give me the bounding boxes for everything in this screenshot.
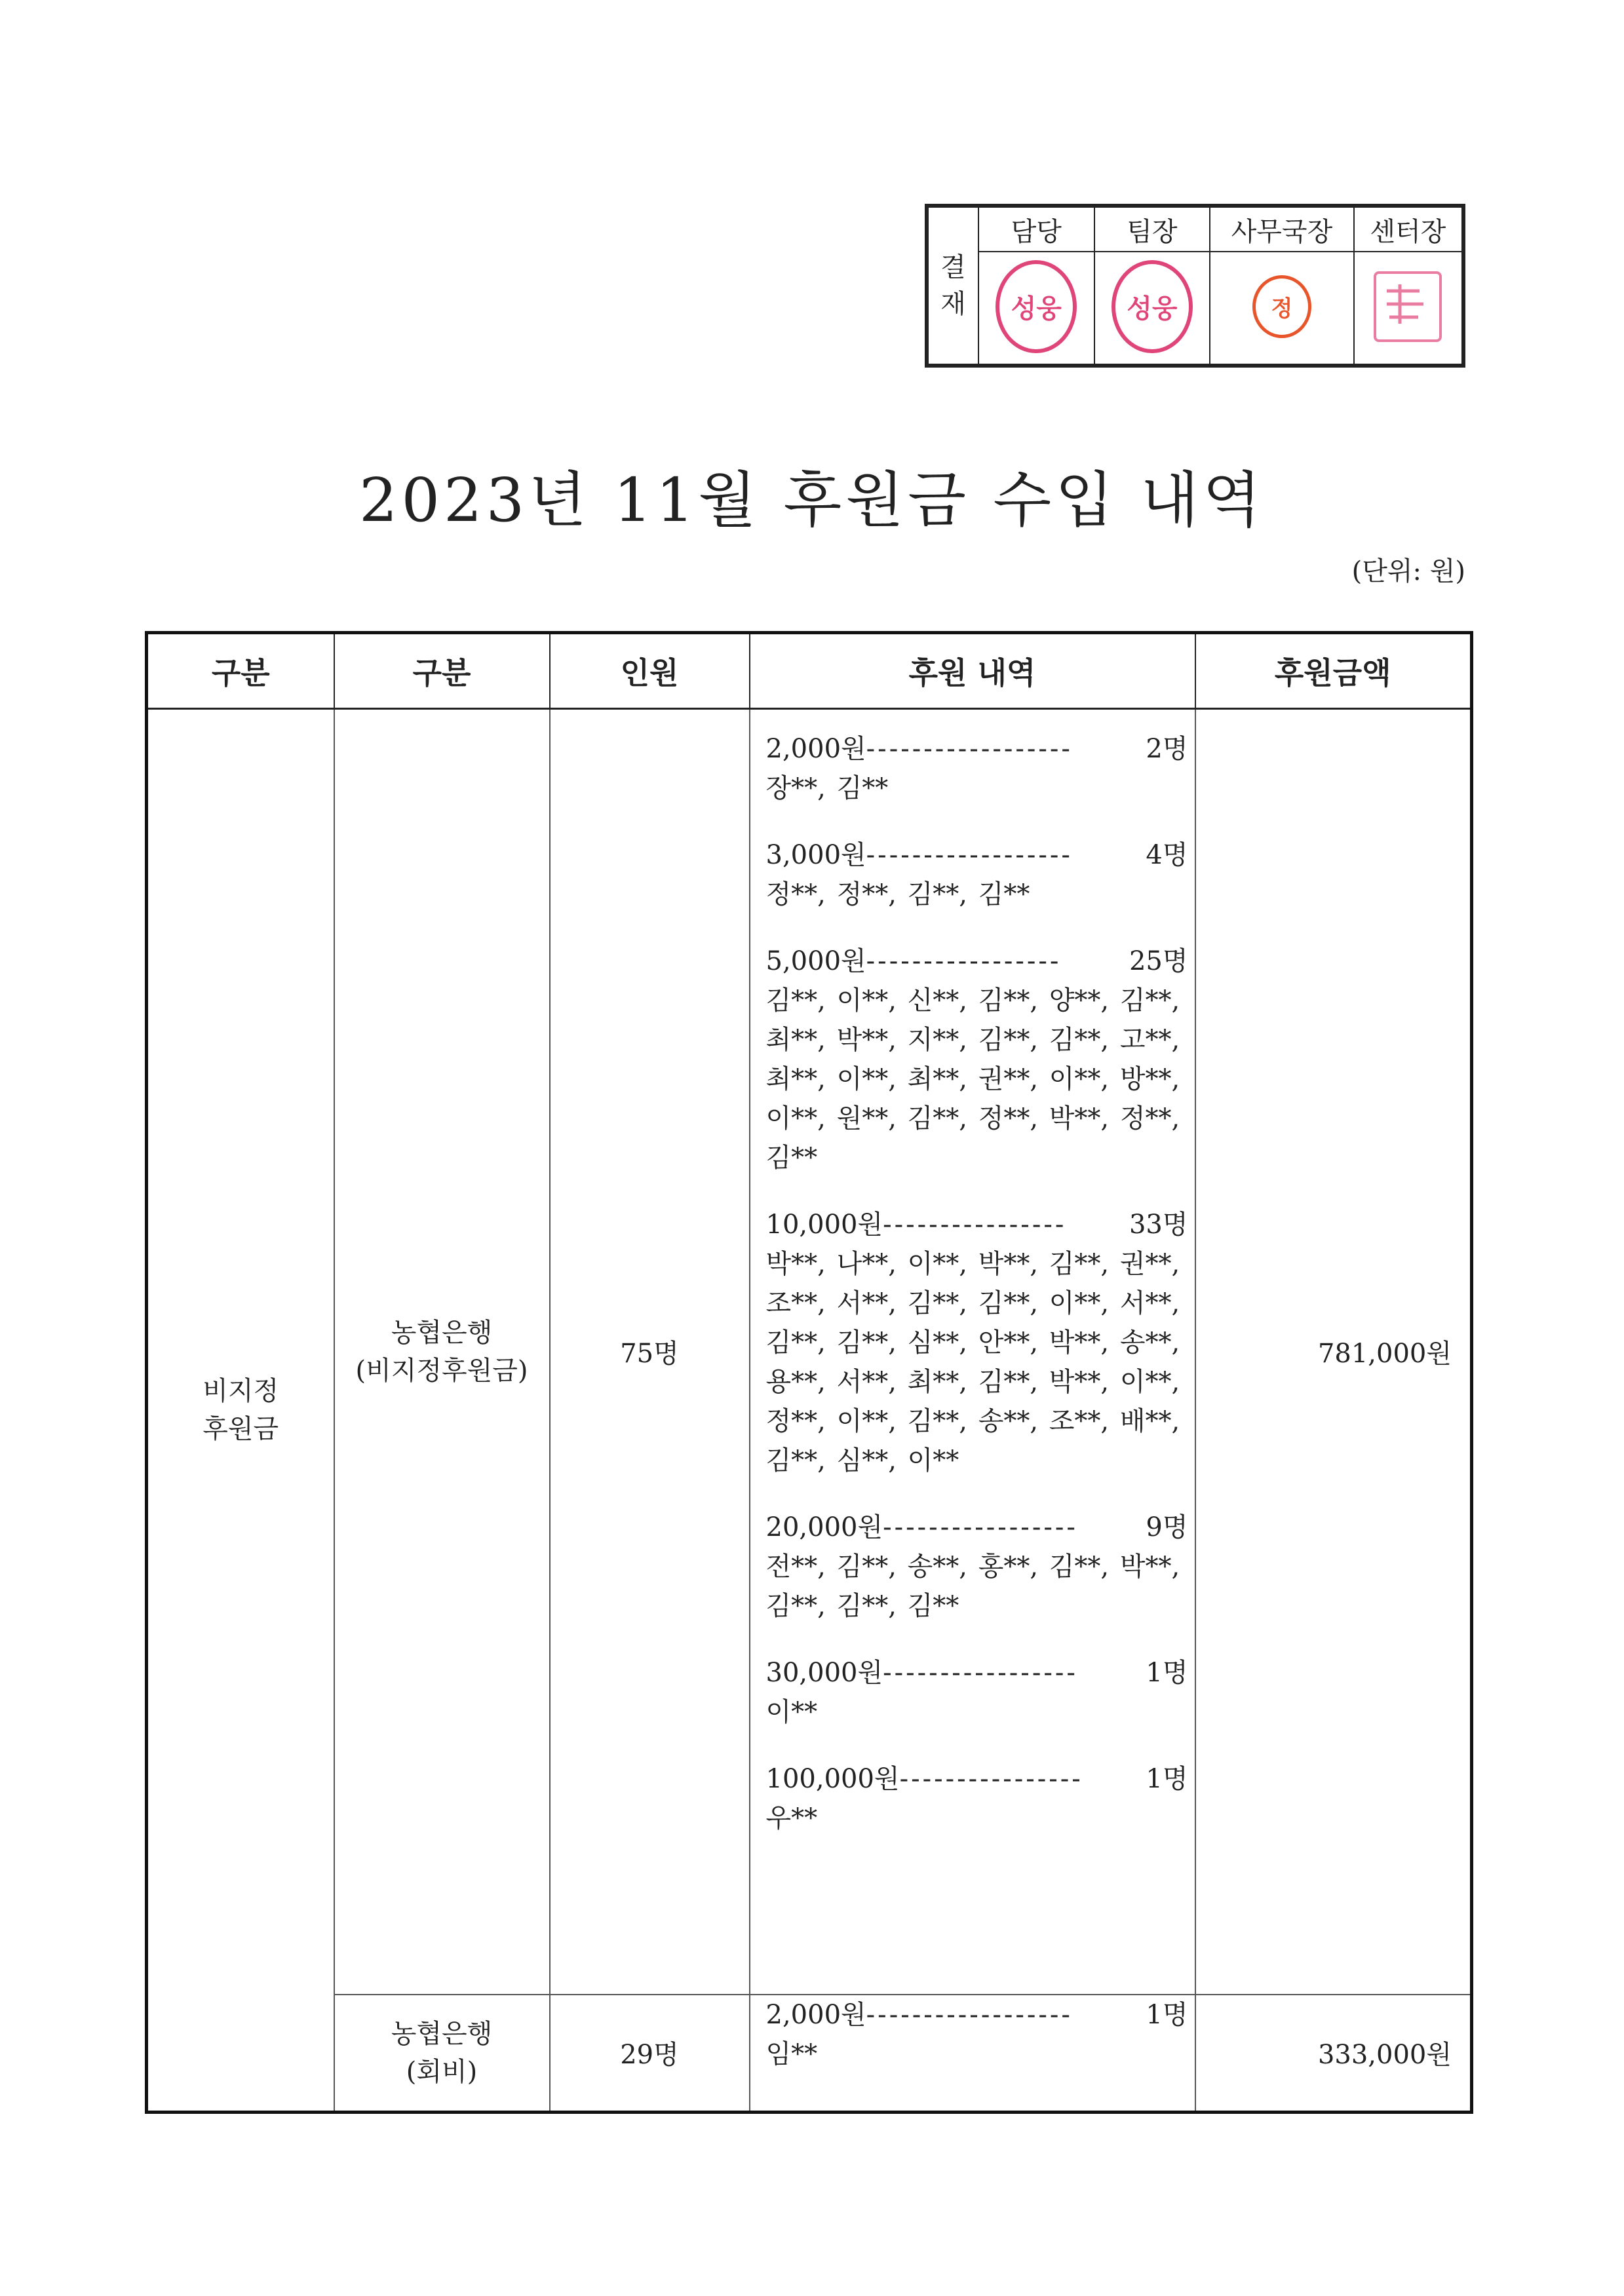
- approval-header-center-director: 센터장: [1354, 207, 1462, 252]
- donation-tier: 5,000원 ----------------- 25명 김**, 이**, 신**, 김**, 양**, 김**, 최**, 박**, 지**, 김**, 김**, 고**, 최**, 이**, 최**, 권**, 이**, 방**, 이**, 원**, 김**, 정**, 박**, 정**, 김**: [766, 942, 1188, 1177]
- seal-stamp-icon: 성웅: [1112, 260, 1193, 353]
- seal-stamp-icon: 정: [1252, 275, 1311, 338]
- details-cell: [750, 709, 1195, 1995]
- donor-names: 장**, 김**: [765, 773, 889, 803]
- donation-tier: 3,000원 ------------------ 4명 정**, 정**, 김**, 김**: [766, 835, 1188, 914]
- amount-cell: 333,000원: [1195, 1995, 1472, 2113]
- count-cell: 75명: [550, 709, 750, 1995]
- donor-names: 박**, 나**, 이**, 박**, 김**, 권**, 조**, 서**, 김**, 김**, 이**, 서**, 김**, 김**, 심**, 안**, 박**, 송**, 용**, 서**, 최**, 김**, 박**, 이**, 정**, 이**, 김**, 송**, 조**, 배**, 김**, 심**, 이**: [765, 1249, 1180, 1476]
- header-amount: 후원금액: [1195, 633, 1472, 709]
- donor-names: 전**, 김**, 송**, 홍**, 김**, 박**, 김**, 김**, 김**: [765, 1552, 1180, 1621]
- unit-label: (단위: 원): [1351, 556, 1465, 586]
- donation-table: [145, 631, 1473, 2114]
- square-seal-stamp-icon: [1374, 271, 1442, 342]
- account-cell: 농협은행 (회비): [334, 1995, 550, 2113]
- count-cell: 29명: [550, 1995, 750, 2113]
- header-category: 구분: [147, 633, 334, 709]
- approval-stamp-cell: [1354, 252, 1462, 364]
- donation-tier: 20,000원 ----------------- 9명 전**, 김**, 송**, 홍**, 김**, 박**, 김**, 김**, 김**: [766, 1508, 1188, 1626]
- header-count: 인원: [550, 633, 750, 709]
- approval-header-secretary-general: 사무국장: [1210, 207, 1353, 252]
- donor-names: 김**, 이**, 신**, 김**, 양**, 김**, 최**, 박**, 지**, 김**, 김**, 고**, 최**, 이**, 최**, 권**, 이**, 방**, 이**, 원**, 김**, 정**, 박**, 정**, 김**: [765, 985, 1180, 1173]
- header-details: 후원 내역: [750, 633, 1195, 709]
- seal-stamp-icon: 성웅: [996, 260, 1077, 353]
- approval-side-label: 결 재: [928, 207, 978, 364]
- account-cell: 농협은행 (비지정후원금): [334, 709, 550, 1995]
- details-cell: [750, 1995, 1195, 2113]
- approval-header-manager: 담당: [978, 207, 1094, 252]
- approval-header-team-leader: 팀장: [1094, 207, 1210, 252]
- donation-tier: 2,000원 ------------------ 1명 임**: [766, 1995, 1188, 2074]
- header-subcategory: 구분: [334, 633, 550, 709]
- donor-names: 정**, 정**, 김**, 김**: [765, 879, 1030, 909]
- approval-box: [925, 204, 1465, 368]
- category-cell: 비지정 후원금: [147, 709, 334, 2113]
- donation-tier: 2,000원 ------------------ 2명 장**, 김**: [766, 729, 1188, 808]
- amount-cell: 781,000원: [1195, 709, 1472, 1995]
- donation-tier: 10,000원 ---------------- 33명 박**, 나**, 이**, 박**, 김**, 권**, 조**, 서**, 김**, 김**, 이**, 서**, 김**, 김**, 심**, 안**, 박**, 송**, 용**, 서**, 최**, 김**, 박**, 이**, 정**, 이**, 김**, 송**, 조**, 배**, 김**, 심**, 이**: [766, 1205, 1188, 1480]
- donation-tier: 30,000원 ----------------- 1명 이**: [766, 1653, 1188, 1732]
- donor-names: 우**: [765, 1803, 818, 1833]
- donation-tier: 100,000원 ---------------- 1명 우**: [766, 1759, 1188, 1838]
- document-title: 2023년 11월 후원금 수입 내역: [358, 465, 1266, 535]
- approval-stamp-cell: [978, 252, 1094, 364]
- approval-stamp-cell: [1210, 252, 1353, 364]
- donor-names: 임**: [765, 2038, 818, 2069]
- approval-stamp-cell: [1094, 252, 1210, 364]
- donor-names: 이**: [765, 1697, 818, 1727]
